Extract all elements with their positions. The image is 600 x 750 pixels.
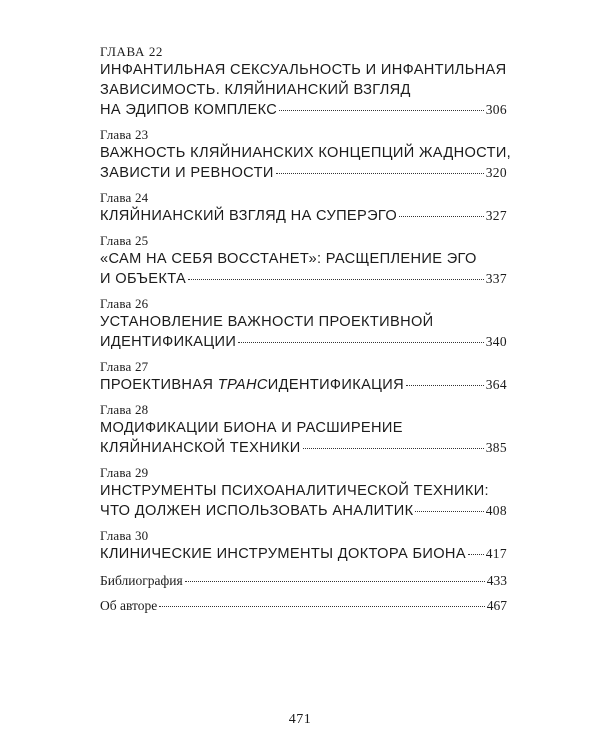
chapter-title-text: НА ЭДИПОВ КОМПЛЕКС bbox=[100, 102, 278, 118]
chapter-title-line: УСТАНОВЛЕНИЕ ВАЖНОСТИ ПРОЕКТИВНОЙ bbox=[100, 314, 434, 330]
toc-entry-chapter-23 bbox=[100, 127, 512, 183]
dot-leader bbox=[415, 510, 483, 512]
chapter-title-last-line bbox=[100, 332, 507, 352]
chapter-title-text: КЛЯЙНИАНСКИЙ ВЗГЛЯД НА СУПЕРЭГО bbox=[100, 208, 398, 224]
chapter-title-last-line bbox=[100, 269, 507, 289]
page-number: 417 bbox=[485, 546, 507, 561]
chapter-title-line: ЗАВИСИМОСТЬ. КЛЯЙНИАНСКИЙ ВЗГЛЯД bbox=[100, 82, 411, 98]
toc-entry-bibliography bbox=[100, 571, 507, 590]
chapter-title-part: ИДЕНТИФИКАЦИЯ bbox=[267, 377, 405, 393]
chapter-title-last-line bbox=[100, 163, 507, 183]
toc-entry-text: Об авторе bbox=[100, 598, 158, 613]
chapter-title-line: «САМ НА СЕБЯ ВОССТАНЕТ»: РАСЩЕПЛЕНИЕ ЭГО bbox=[100, 251, 477, 267]
toc-entry-chapter-30 bbox=[100, 528, 507, 564]
dot-leader bbox=[159, 605, 485, 607]
chapter-title-text: ЧТО ДОЛЖЕН ИСПОЛЬЗОВАТЬ АНАЛИТИК bbox=[100, 503, 414, 519]
chapter-title-text: И ОБЪЕКТА bbox=[100, 271, 187, 287]
page-number: 364 bbox=[485, 377, 507, 392]
page-number: 385 bbox=[485, 440, 507, 455]
dot-leader bbox=[468, 553, 484, 555]
chapter-title-last-line bbox=[100, 438, 507, 458]
chapter-title-italic-part: ТРАНС bbox=[217, 377, 268, 393]
chapter-label: Глава 30 bbox=[100, 528, 149, 543]
page-number: 433 bbox=[486, 573, 507, 588]
page-number: 467 bbox=[486, 598, 507, 613]
chapter-label: Глава 28 bbox=[100, 402, 149, 417]
toc-entry-chapter-26 bbox=[100, 296, 507, 352]
chapter-title-line: ИНФАНТИЛЬНАЯ СЕКСУАЛЬНОСТЬ И ИНФАНТИЛЬНАЯ bbox=[100, 62, 507, 78]
chapter-title-text: КЛЯЙНИАНСКОЙ ТЕХНИКИ bbox=[100, 440, 301, 456]
chapter-title-last-line bbox=[100, 544, 507, 564]
toc-entry-chapter-28 bbox=[100, 402, 507, 458]
chapter-label: ГЛАВА 22 bbox=[100, 44, 164, 59]
chapter-title-text bbox=[100, 375, 404, 395]
dot-leader bbox=[303, 447, 484, 449]
chapter-label: Глава 23 bbox=[100, 127, 149, 142]
chapter-title-line: ВАЖНОСТЬ КЛЯЙНИАНСКИХ КОНЦЕПЦИЙ ЖАДНОСТИ, bbox=[100, 145, 512, 161]
chapter-label: Глава 25 bbox=[100, 233, 149, 248]
page-number: 327 bbox=[485, 208, 507, 223]
dot-leader bbox=[399, 215, 484, 217]
chapter-title-last-line bbox=[100, 375, 507, 395]
toc-entry-about-author bbox=[100, 596, 507, 615]
chapter-label: Глава 29 bbox=[100, 465, 149, 480]
table-of-contents bbox=[100, 44, 512, 621]
dot-leader bbox=[188, 278, 484, 280]
page-number: 306 bbox=[485, 102, 507, 117]
toc-entry-text: Библиография bbox=[100, 573, 183, 588]
chapter-label: Глава 24 bbox=[100, 190, 149, 205]
chapter-title-last-line bbox=[100, 206, 507, 226]
chapter-title-part: ПРОЕКТИВНАЯ bbox=[100, 377, 218, 393]
page-number: 337 bbox=[485, 271, 507, 286]
chapter-title-last-line bbox=[100, 501, 507, 521]
dot-leader bbox=[238, 341, 483, 343]
chapter-label: Глава 27 bbox=[100, 359, 149, 374]
chapter-title-text: ЗАВИСТИ И РЕВНОСТИ bbox=[100, 165, 274, 181]
toc-entry-chapter-24 bbox=[100, 190, 507, 226]
toc-entry-chapter-27 bbox=[100, 359, 507, 395]
dot-leader bbox=[276, 172, 484, 174]
toc-entry-chapter-25 bbox=[100, 233, 507, 289]
page-footer-number: 471 bbox=[288, 712, 312, 727]
dot-leader bbox=[406, 384, 484, 386]
page-number: 408 bbox=[485, 503, 507, 518]
toc-entry-chapter-22 bbox=[100, 44, 507, 120]
chapter-title-last-line bbox=[100, 100, 507, 120]
chapter-title-text: КЛИНИЧЕСКИЕ ИНСТРУМЕНТЫ ДОКТОРА БИОНА bbox=[100, 546, 466, 562]
chapter-label: Глава 26 bbox=[100, 296, 149, 311]
chapter-title-text: ИДЕНТИФИКАЦИИ bbox=[100, 334, 237, 350]
chapter-title-line: МОДИФИКАЦИИ БИОНА И РАСШИРЕНИЕ bbox=[100, 420, 403, 436]
page-number: 320 bbox=[485, 165, 507, 180]
page-number: 340 bbox=[485, 334, 507, 349]
dot-leader bbox=[279, 109, 484, 111]
toc-entry-chapter-29 bbox=[100, 465, 507, 521]
dot-leader bbox=[185, 580, 485, 582]
chapter-title-line: ИНСТРУМЕНТЫ ПСИХОАНАЛИТИЧЕСКОЙ ТЕХНИКИ: bbox=[100, 483, 489, 499]
